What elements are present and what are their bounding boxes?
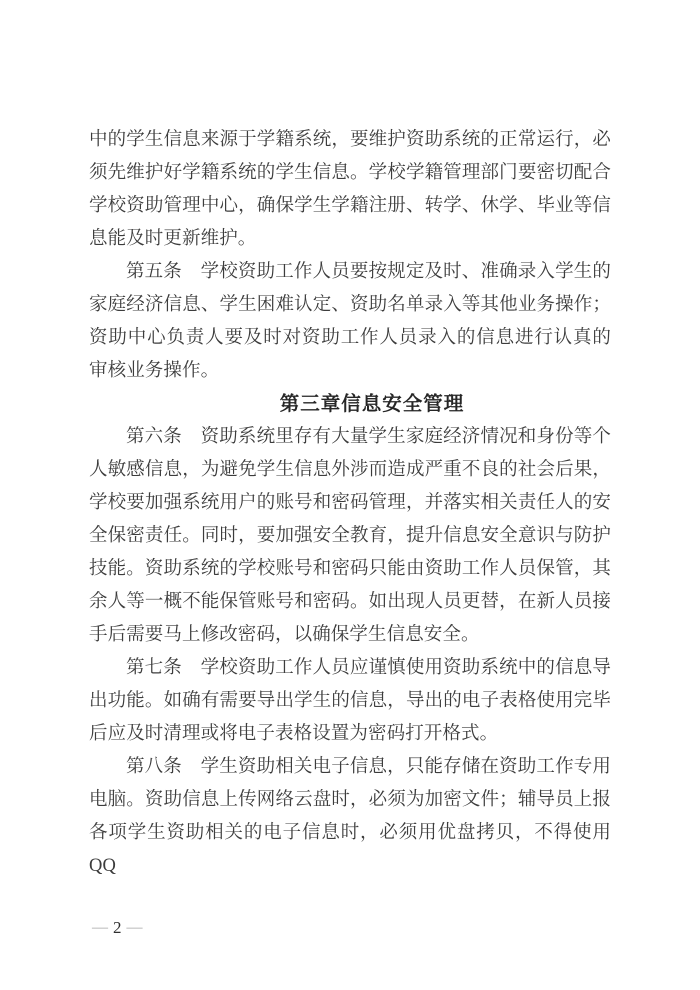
text-line: 审核业务操作。 (89, 361, 220, 381)
text-line: 电脑。资助信息上传网络云盘时，必须为加密文件；辅导员上报 (89, 790, 611, 810)
text-line: 后应及时清理或将电子表格设置为密码打开格式。 (89, 724, 499, 744)
text-line: 第五条 学校资助工作人员要按规定及时、准确录入学生的 (126, 262, 611, 282)
text-line: 各项学生资助相关的电子信息时，必须用优盘拷贝，不得使用QQ (89, 823, 611, 876)
footer-right-dash: — (126, 919, 143, 936)
page-footer (92, 917, 143, 939)
text-line: 全保密责任。同时，要加强安全教育，提升信息安全意识与防护 (89, 526, 611, 546)
page-number: 2 (113, 918, 122, 937)
text-line: 出功能。如确有需要导出学生的信息，导出的电子表格使用完毕 (89, 691, 611, 711)
text-line: 资助中心负责人要及时对资助工作人员录入的信息进行认真的 (89, 328, 611, 348)
text-line: 学校要加强系统用户的账号和密码管理，并落实相关责任人的安 (89, 493, 611, 513)
text-line: 第七条 学校资助工作人员应谨慎使用资助系统中的信息导 (126, 658, 611, 678)
text-line: 家庭经济信息、学生困难认定、资助名单录入等其他业务操作； (89, 295, 611, 315)
footer-left-dash: — (92, 919, 108, 936)
text-line: 第六条 资助系统里存有大量学生家庭经济情况和身份等个 (126, 427, 611, 447)
text-line: 人敏感信息，为避免学生信息外涉而造成严重不良的社会后果， (89, 460, 611, 480)
text-line: 技能。资助系统的学校账号和密码只能由资助工作人员保管，其 (89, 559, 611, 579)
text-line: 中的学生信息来源于学籍系统，要维护资助系统的正常运行，必 (89, 130, 611, 150)
text-line: 手后需要马上修改密码，以确保学生信息安全。 (89, 625, 480, 645)
document-body (89, 124, 611, 876)
text-line: 须先维护好学籍系统的学生信息。学校学籍管理部门要密切配合 (89, 163, 611, 183)
text-line: 余人等一概不能保管账号和密码。如出现人员更替，在新人员接 (89, 592, 611, 612)
text-line: 第八条 学生资助相关电子信息，只能存储在资助工作专用 (126, 757, 611, 777)
text-line: 学校资助管理中心，确保学生学籍注册、转学、休学、毕业等信 (89, 196, 611, 216)
text-line: 息能及时更新维护。 (89, 229, 257, 249)
chapter-heading: 第三章信息安全管理 (279, 393, 465, 415)
